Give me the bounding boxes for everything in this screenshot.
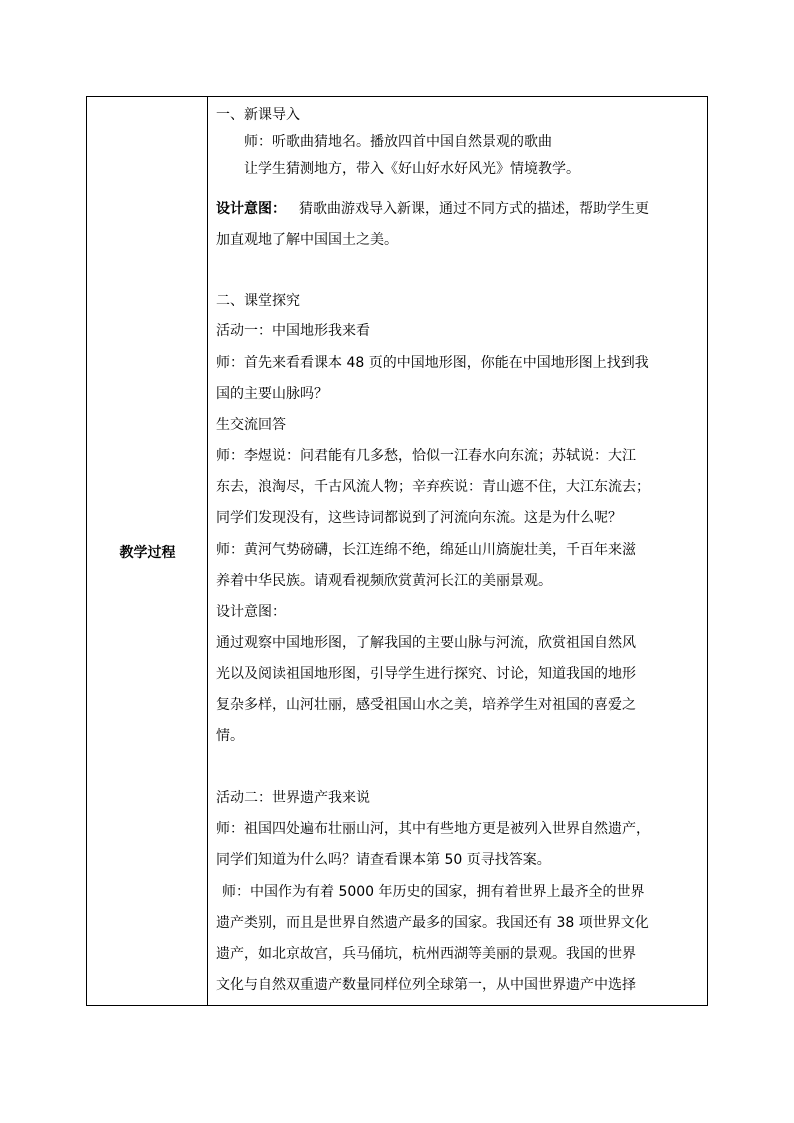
text-line: 通过观察中国地形图，了解我国的主要山脉与河流，欣赏祖国自然风: [216, 635, 636, 651]
text-line: 同学们发现没有，这些诗词都说到了河流向东流。这是为什么呢？: [216, 510, 622, 526]
text-line: 情。: [216, 728, 244, 744]
text-line: 遗产，如北京故宫，兵马俑坑，杭州西湖等美丽的景观。我国的世界: [216, 946, 636, 962]
text-line: 生交流回答: [216, 417, 286, 433]
content-cell: [209, 97, 707, 1005]
text-line: 国的主要山脉吗？: [216, 386, 328, 402]
text-line: 师：中国作为有着 5000 年历史的国家，拥有着世界上最齐全的世界: [222, 884, 645, 900]
text-line: 让学生猜测地方，带入《好山好水好风光》情境教学。: [244, 161, 580, 177]
section-label: 教学过程: [119, 545, 176, 561]
text-line: 师：李煜说：问君能有几多愁，恰似一江春水向东流；苏轼说：大江: [216, 448, 636, 464]
activity-two-title: 活动二：世界遗产我来说: [216, 790, 370, 806]
section-label-cell: [87, 97, 208, 1005]
text-line: 加直观地了解中国国土之美。: [216, 232, 398, 248]
text-line: 遗产类别，而且是世界自然遗产最多的国家。我国还有 38 项世界文化: [216, 915, 649, 931]
text-line: 师：听歌曲猜地名。播放四首中国自然景观的歌曲: [244, 134, 552, 150]
text-line: 文化与自然双重遗产数量同样位列全球第一，从中国世界遗产中选择: [216, 977, 636, 993]
text-line: 同学们知道为什么吗？请查看课本第 50 页寻找答案。: [216, 852, 551, 868]
text-line: 师：祖国四处遍布壮丽山河，其中有些地方更是被列入世界自然遗产，: [216, 821, 650, 837]
text-line: 师：首先来看看课本 48 页的中国地形图，你能在中国地形图上找到我: [216, 355, 649, 371]
lesson-table: [86, 96, 708, 1006]
design-intent-label: 设计意图：: [216, 604, 286, 620]
heading-intro: 一、新课导入: [216, 107, 300, 123]
activity-one-title: 活动一：中国地形我来看: [216, 323, 370, 339]
text-line: 复杂多样，山河壮丽，感受祖国山水之美，培养学生对祖国的喜爱之: [216, 697, 636, 713]
design-intent-label: 设计意图：: [216, 201, 286, 217]
text-line: 东去，浪淘尽，千古风流人物；辛弃疾说：青山遮不住，大江东流去；: [216, 479, 650, 495]
heading-explore: 二、课堂探究: [216, 293, 300, 309]
text-line: 师：黄河气势磅礴，长江连绵不绝，绵延山川旖旎壮美，千百年来滋: [216, 542, 636, 558]
text-line: 猜歌曲游戏导入新课，通过不同方式的描述，帮助学生更: [299, 201, 649, 217]
text-line: 光以及阅读祖国地形图，引导学生进行探究、讨论，知道我国的地形: [216, 666, 636, 682]
text-line: 养着中华民族。请观看视频欣赏黄河长江的美丽景观。: [216, 573, 552, 589]
